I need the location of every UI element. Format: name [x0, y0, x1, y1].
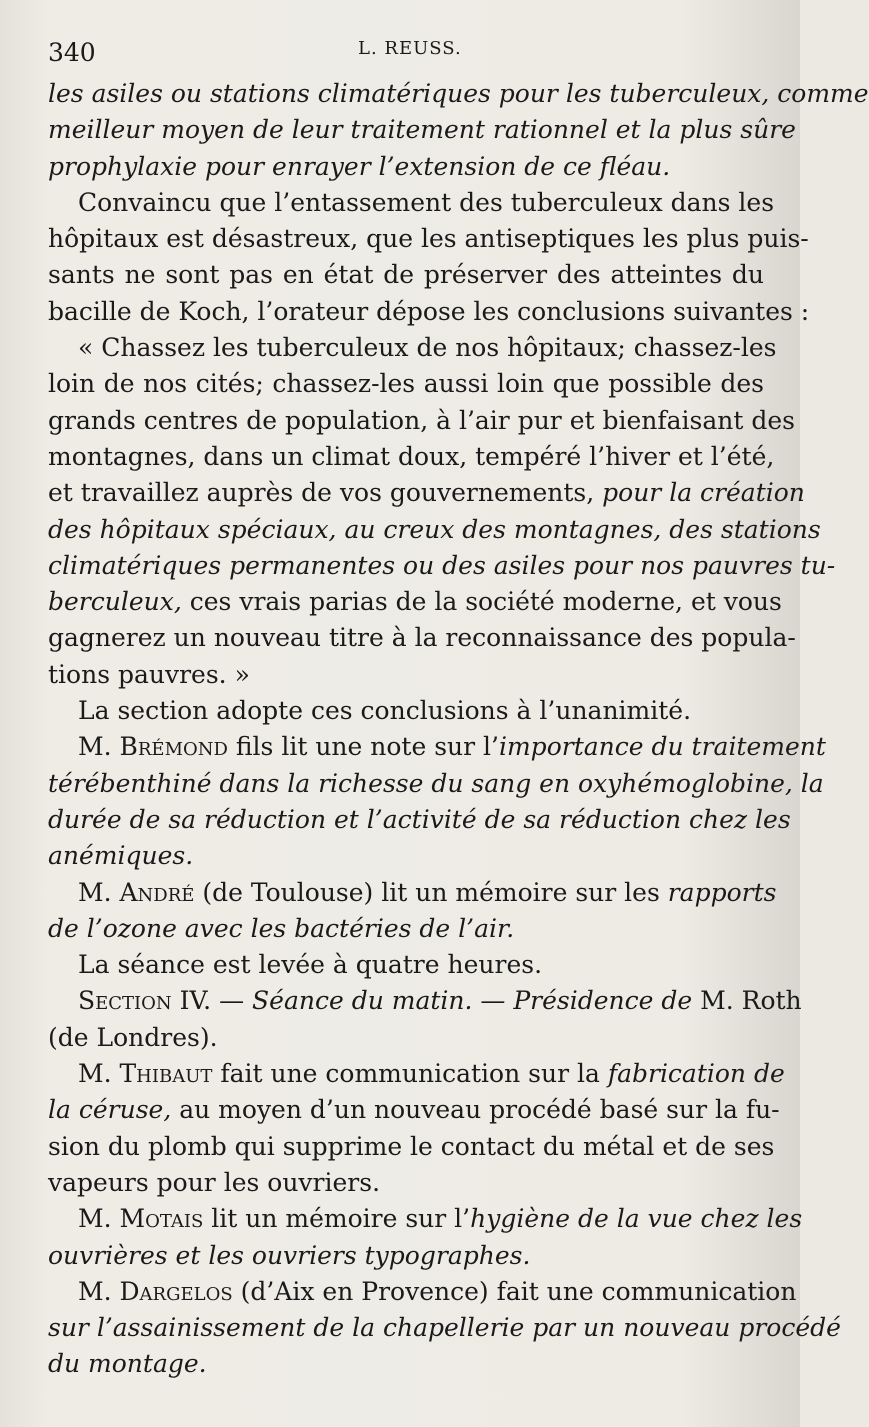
text-run: sants ne sont pas en état de préserver des atteintes du [48, 260, 764, 290]
text-run: fils lit une note sur l’ [227, 732, 499, 762]
text-line [48, 1310, 841, 1346]
text-line [48, 802, 791, 838]
text-run: loin de nos cités; chassez-les aussi loin que possible des [48, 369, 764, 399]
text-line [48, 983, 802, 1019]
text-line [48, 1274, 797, 1310]
text-line [48, 257, 764, 293]
text-run: (de Toulouse) lit un mémoire sur les [194, 877, 668, 907]
text-run: fait une communication sur la [212, 1059, 608, 1089]
page-number: 340 [48, 38, 96, 67]
text-run: La séance est levée à quatre heures. [78, 950, 543, 980]
text-run: ces vrais parias de la société moderne, et vous [181, 587, 782, 617]
text-line [48, 1201, 803, 1237]
italic-text: de l’ozone avec les bactéries de l’air. [48, 913, 515, 943]
text-run: sion du plomb qui supprime le contact du métal et de ses [48, 1131, 775, 1161]
text-line [48, 766, 824, 802]
text-line [48, 1020, 764, 1056]
text-line [48, 149, 764, 185]
italic-text: anémiques. [48, 841, 194, 871]
italic-text: rapports [667, 877, 777, 907]
text-line [48, 1092, 780, 1128]
text-run: gagnerez un nouveau titre à la reconnaissance des popula- [48, 623, 796, 653]
small-caps-name: Motais [119, 1204, 204, 1234]
small-caps-name: Brémond [119, 732, 228, 762]
text-line [48, 76, 869, 112]
text-run: M. [78, 1204, 120, 1234]
text-run: M. [78, 1059, 120, 1089]
text-line [48, 475, 805, 511]
text-line [48, 911, 764, 947]
text-run: grands centres de population, à l’air pur et bienfaisant des [48, 405, 795, 435]
text-run: hôpitaux est désastreux, que les antiseptiques les plus puis- [48, 224, 809, 254]
small-caps-name: Thibaut [119, 1059, 213, 1089]
italic-text: la céruse, [48, 1095, 172, 1125]
italic-text: durée de sa réduction et l’activité de sa réduction chez les [48, 804, 791, 834]
text-run: montagnes, dans un climat doux, tempéré l’hiver et l’été, [48, 441, 775, 471]
text-line [48, 1346, 764, 1382]
text-line [48, 1238, 764, 1274]
text-run: M. [78, 1276, 120, 1306]
text-line [48, 185, 775, 221]
italic-text: importance du traitement [498, 732, 826, 762]
italic-text: berculeux, [48, 587, 182, 617]
text-line [48, 838, 764, 874]
italic-text: des hôpitaux spéciaux, au creux des montagnes, des stations [48, 514, 821, 544]
text-run: (d’Aix en Provence) fait une communication [232, 1276, 797, 1306]
body-text [48, 76, 869, 1383]
text-line [48, 657, 764, 693]
text-line [48, 1129, 775, 1165]
italic-text: térébenthiné dans la richesse du sang en oxyhémoglobine, la [48, 768, 824, 798]
text-run: La section adopte ces conclusions à l’unanimité. [78, 696, 692, 726]
italic-text: pour la création [602, 478, 805, 508]
text-run: M. Roth [692, 986, 802, 1016]
text-line [48, 512, 821, 548]
italic-text: climatériques permanentes ou des asiles pour nos pauvres tu- [48, 550, 836, 580]
text-line [48, 947, 764, 983]
text-run: (de Londres). [48, 1022, 218, 1052]
italic-text: fabrication de [607, 1059, 785, 1089]
text-run: tions pauvres. » [48, 659, 250, 689]
text-line [48, 330, 777, 366]
text-line [48, 1056, 785, 1092]
text-line [48, 1165, 764, 1201]
text-line [48, 584, 782, 620]
running-title: L. REUSS. [358, 38, 462, 59]
small-caps-name: André [119, 877, 195, 907]
text-line [48, 112, 796, 148]
text-run: bacille de Koch, l’orateur dépose les conclusions suivantes : [48, 296, 810, 326]
text-line [48, 294, 810, 330]
italic-text: meilleur moyen de leur traitement rationnel et la plus sûre [48, 115, 796, 145]
italic-text: sur l’assainissement de la chapellerie par un nouveau procédé [48, 1313, 841, 1343]
italic-text: du montage. [48, 1349, 207, 1379]
italic-text: hygiène de la vue chez les [470, 1204, 803, 1234]
text-run: au moyen d’un nouveau procédé basé sur la fu- [171, 1095, 780, 1125]
text-line [48, 693, 764, 729]
text-run: et travaillez auprès de vos gouvernements, [48, 478, 603, 508]
text-line [48, 439, 775, 475]
text-run: M. [78, 877, 120, 907]
italic-text: Séance du matin. — Présidence de [252, 986, 693, 1016]
text-run: Convaincu que l’entassement des tuberculeux dans les [78, 187, 775, 217]
italic-text: prophylaxie pour enrayer l’extension de ce fléau. [48, 151, 671, 181]
text-run: « Chassez les tuberculeux de nos hôpitaux; chassez-les [78, 333, 777, 363]
text-line [48, 221, 809, 257]
text-line [48, 366, 764, 402]
text-line [48, 403, 795, 439]
italic-text: les asiles ou stations climatériques pour les tuberculeux, comme [48, 79, 869, 108]
small-caps-name: Section IV. [78, 986, 212, 1016]
text-run: vapeurs pour les ouvriers. [48, 1167, 381, 1197]
text-run: lit un mémoire sur l’ [203, 1204, 471, 1234]
text-run: M. [78, 732, 120, 762]
text-line [48, 729, 826, 765]
text-run: — [211, 986, 253, 1016]
text-line [48, 548, 836, 584]
text-line [48, 620, 796, 656]
page-header [48, 34, 764, 74]
small-caps-name: Dargelos [119, 1276, 233, 1306]
italic-text: ouvrières et les ouvriers typographes. [48, 1240, 531, 1270]
text-line [48, 875, 777, 911]
